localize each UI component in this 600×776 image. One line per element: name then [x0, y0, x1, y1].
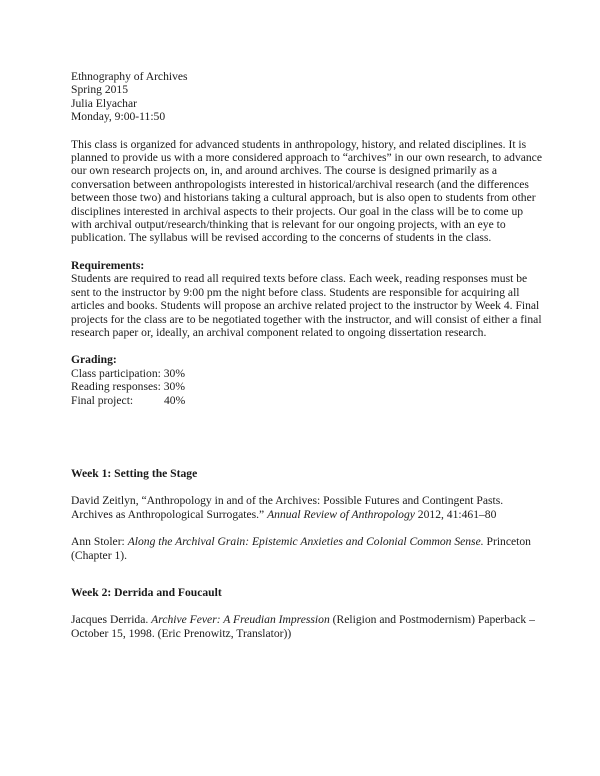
- reference-text: David Zeitlyn, “Anthropology in and of the Archives: Possible Futures and Contingent Pasts. Archives as Anthropological Surrogates.”: [71, 494, 504, 521]
- reference-title: Annual Review of Anthropology: [267, 507, 415, 521]
- reference-details: 2012, 41:461–80: [414, 507, 497, 521]
- grading-value: 30%: [163, 366, 186, 380]
- requirements-text: Students are required to read all required texts before class. Each week, reading responses must be sent to the instructor by 9:00 pm the night before class. Students are responsible for acquiring all articles and books. Students will propose an archive related project to the instructor by Week 4. Final projects for the class are to be negotiated together with the instructor, and will consist of either a final research paper or, ideally, an archival component related to ongoing dissertation research.: [71, 272, 542, 339]
- instructor-name: Julia Elyachar: [71, 96, 137, 110]
- grading-label: Class participation:: [71, 366, 161, 380]
- grading-label: Reading responses:: [71, 380, 161, 394]
- reference-text: Ann Stoler:: [71, 535, 128, 549]
- requirements-section: [71, 259, 544, 339]
- week-title: Week 2: Derrida and Foucault: [71, 585, 222, 599]
- grading-section: [71, 353, 544, 407]
- grading-value: 30%: [163, 380, 186, 394]
- reading-reference: [71, 613, 544, 640]
- grading-heading: Grading:: [71, 353, 117, 367]
- reading-reference: [71, 535, 544, 562]
- week-section: [71, 467, 544, 562]
- course-header: [71, 70, 544, 124]
- grading-value: 40%: [164, 393, 186, 407]
- reading-reference: [71, 494, 544, 521]
- grading-label: Final project:: [71, 393, 134, 407]
- reference-details: Princeton (Chapter 1).: [71, 535, 531, 562]
- requirements-heading: Requirements:: [71, 258, 145, 272]
- course-term: Spring 2015: [71, 83, 129, 97]
- reference-details: (Religion and Postmodernism) Paperback – October 15, 1998. (Eric Prenowitz, Translator)): [71, 613, 535, 640]
- reference-text: Jacques Derrida.: [71, 613, 152, 627]
- week-section: [71, 586, 544, 640]
- grading-row: [71, 367, 544, 380]
- grading-row: [71, 380, 544, 393]
- course-description: This class is organized for advanced students in anthropology, history, and related disciplines. It is planned to provide us with a more considered approach to “archives” in our own research, to advance our own research projects on, in, and around archives. The course is designed primarily as a conversation between anthropologists interested in historical/archival research (and the differences between those two) and historians taking a cultural approach, but is also open to students from other disciplines interested in archival aspects to their projects. Our goal in the class will be to come up with archival output/research/thinking that is relevant for our ongoing projects, with an eye to publication. The syllabus will be revised according to the concerns of students in the class.: [71, 137, 542, 245]
- week-title: Week 1: Setting the Stage: [71, 466, 198, 480]
- reference-title: Along the Archival Grain: Epistemic Anxieties and Colonial Common Sense.: [127, 535, 484, 549]
- class-schedule: Monday, 9:00-11:50: [71, 110, 166, 124]
- grading-row: [71, 394, 544, 407]
- reference-title: Archive Fever: A Freudian Impression: [151, 613, 330, 627]
- course-title: Ethnography of Archives: [71, 70, 188, 83]
